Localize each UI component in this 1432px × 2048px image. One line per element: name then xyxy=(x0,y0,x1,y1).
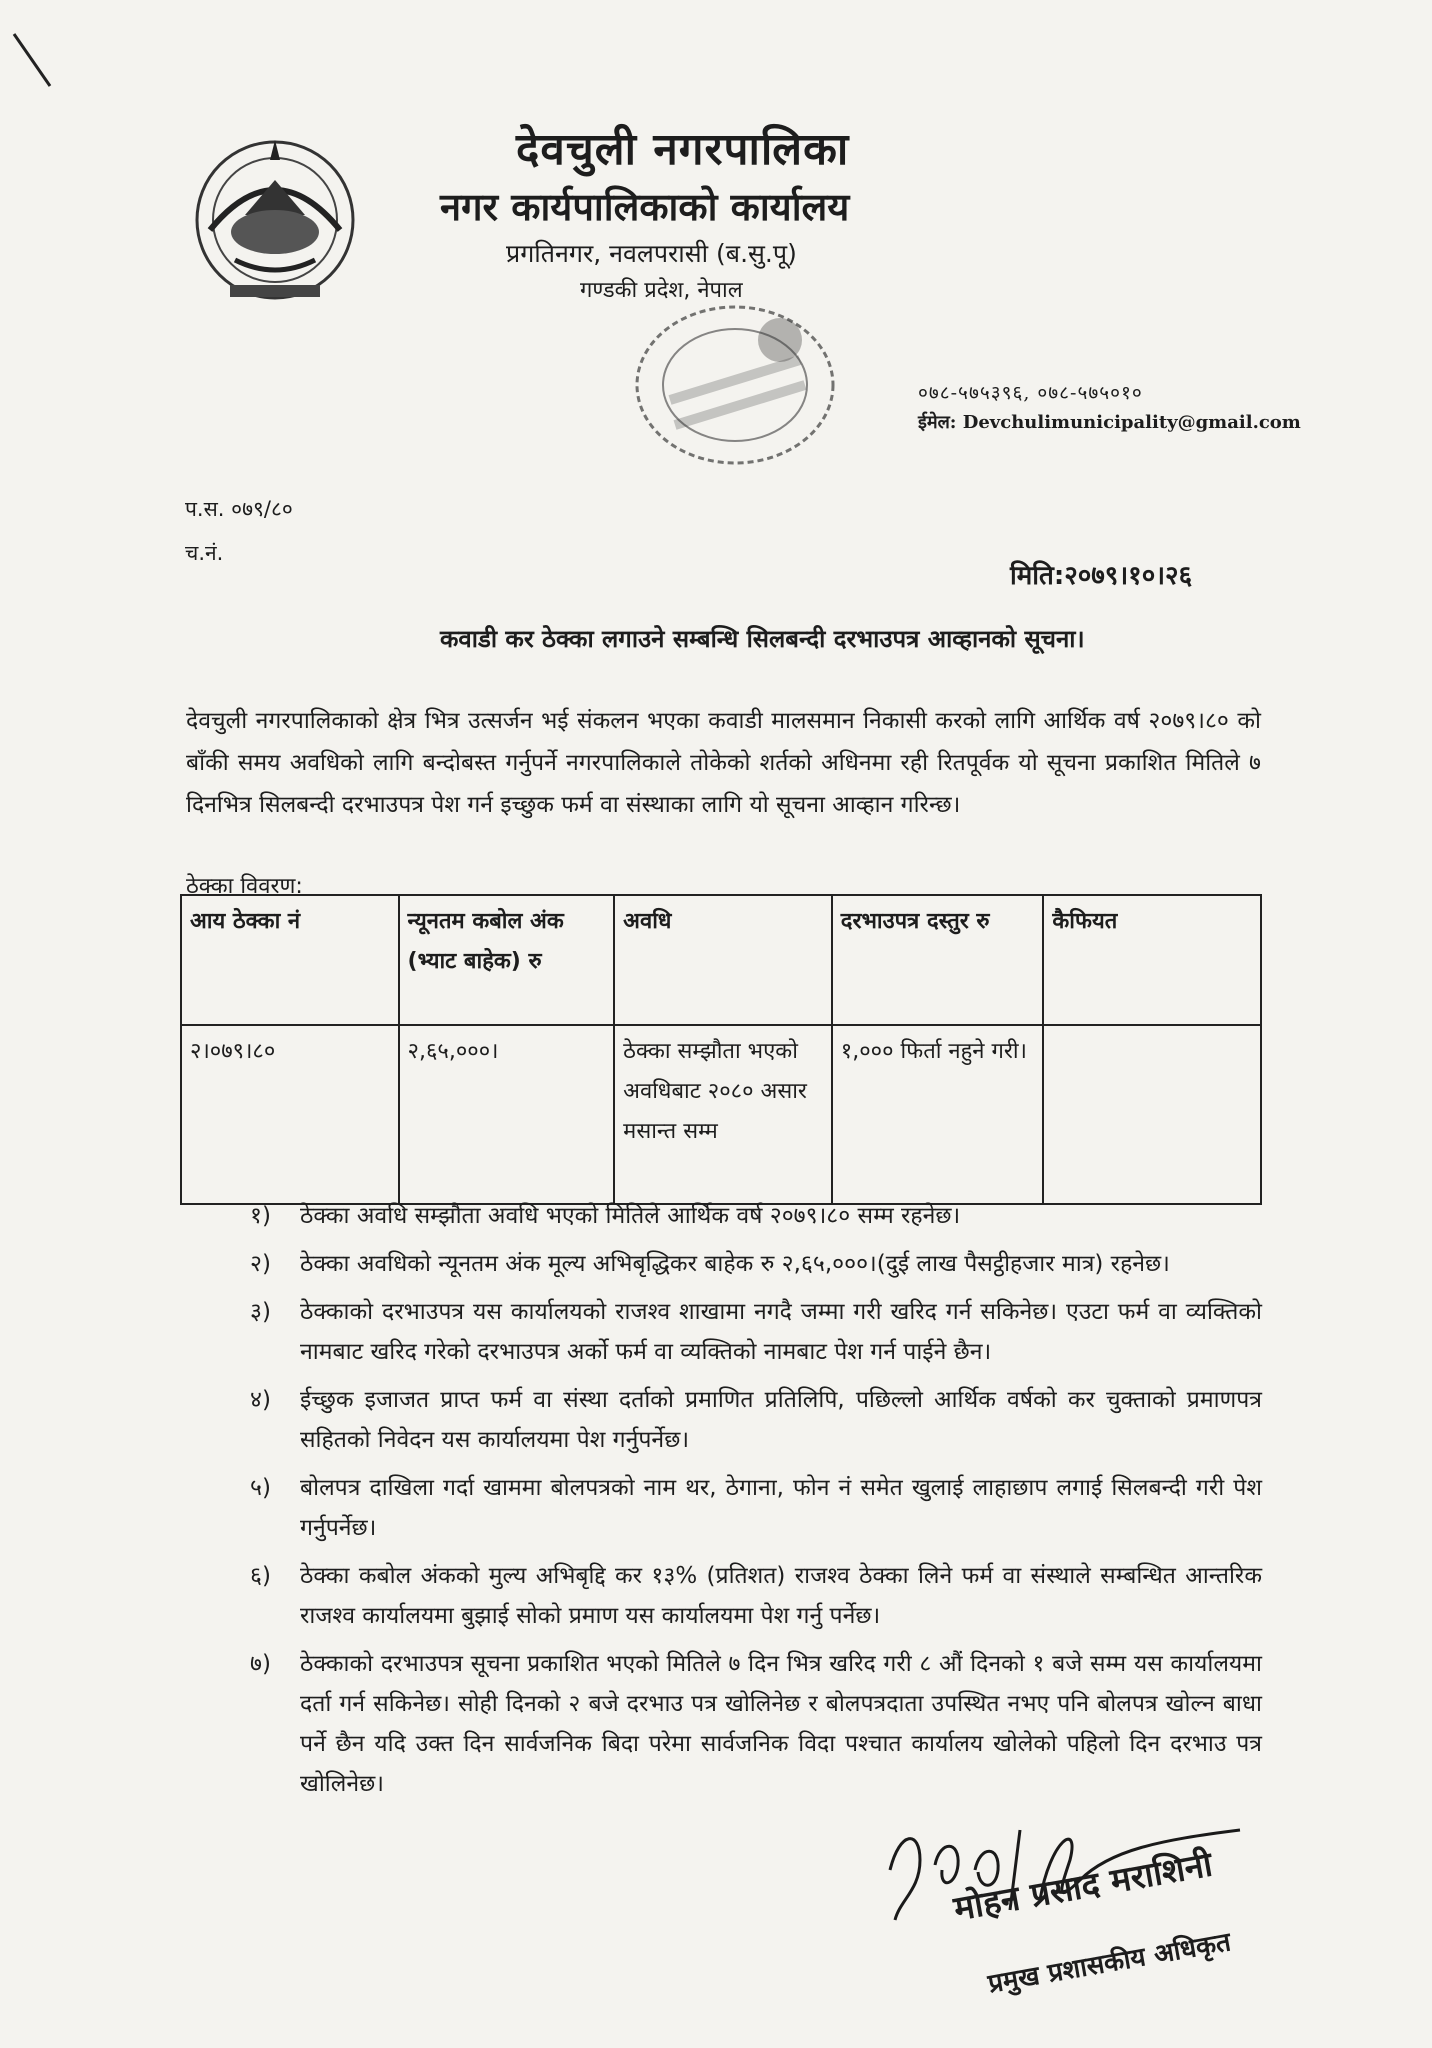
office-stamp-icon xyxy=(630,300,840,470)
condition-number: १) xyxy=(250,1203,271,1229)
condition-text: ठेक्काको दरभाउपत्र यस कार्यालयको राजश्व शाखामा नगदै जम्मा गरी खरिद गर्न सकिनेछ। एउटा फर्म वा व्यक्तिको नामबाट खरिद गरेको दरभाउपत्र अर्को फर्म वा व्यक्तिको नामबाट पेश गर्न पाईने छैन। xyxy=(300,1299,1262,1365)
letterhead xyxy=(440,120,1000,308)
condition-item xyxy=(250,1468,1262,1548)
chalani-number: च.नं. xyxy=(185,541,224,565)
office-name: नगर कार्यपालिकाको कार्यालय xyxy=(440,185,850,229)
reference-block xyxy=(185,487,293,575)
org-name: देवचुली नगरपालिका xyxy=(516,124,850,175)
phone-numbers: ०७८-५७५३९६, ०७८-५७५०१० xyxy=(918,382,1143,404)
column-header: कैफियत xyxy=(1043,895,1261,1025)
condition-number: ७) xyxy=(250,1651,271,1677)
condition-item xyxy=(250,1244,1262,1284)
condition-item xyxy=(250,1644,1262,1804)
condition-text: ठेक्का अवधिको न्यूनतम अंक मूल्य अभिबृद्धिकर बाहेक रु २,६५,०००।(दुई लाख पैसट्ठीहजार मात्र) रहनेछ। xyxy=(300,1251,1170,1277)
column-header: दरभाउपत्र दस्तुर रु xyxy=(832,895,1044,1025)
table-row xyxy=(181,1025,1261,1204)
condition-item xyxy=(250,1380,1262,1460)
nepal-emblem-icon xyxy=(175,120,375,320)
office-address: प्रगतिनगर, नवलपरासी (ब.सु.पू) xyxy=(506,239,797,268)
condition-text: ईच्छुक इजाजत प्राप्त फर्म वा संस्था दर्ताको प्रमाणित प्रतिलिपि, पछिल्लो आर्थिक वर्षको कर चुक्ताको प्रमाणपत्र सहितको निवेदन यस कार्यालयमा पेश गर्नुपर्नेछ। xyxy=(300,1387,1262,1453)
condition-number: ४) xyxy=(250,1387,271,1413)
table-cell: १,००० फिर्ता नहुने गरी। xyxy=(832,1025,1044,1204)
notice-date: मिति:२०७९।१०।२६ xyxy=(1010,561,1193,591)
table-cell: २,६५,०००। xyxy=(399,1025,615,1204)
patra-sankhya: प.स. ०७९/८० xyxy=(185,497,293,521)
condition-number: ६) xyxy=(250,1563,271,1589)
condition-text: ठेक्काको दरभाउपत्र सूचना प्रकाशित भएको मितिले ७ दिन भित्र खरिद गरी ८ औं दिनको १ बजे सम्म यस कार्यालयमा दर्ता गर्न सकिनेछ। सोही दिनको २ बजे दरभाउ पत्र खोलिनेछ र बोलपत्रदाता उपस्थित नभए पनि बोलपत्र खोल्न बाधा पर्ने छैन यदि उक्त दिन सार्वजनिक बिदा परेमा सार्वजनिक विदा पश्चात कार्यालय खोलेको पहिलो दिन दरभाउ पत्र खोलिनेछ। xyxy=(300,1651,1262,1797)
condition-text: ठेक्का कबोल अंकको मुल्य अभिबृद्दि कर १३% (प्रतिशत) राजश्व ठेक्का लिने फर्म वा संस्थाले सम्बन्धित आन्तरिक राजश्व कार्यालयमा बुझाई सोको प्रमाण यस कार्यालयमा पेश गर्नु पर्नेछ। xyxy=(300,1563,1262,1629)
condition-item xyxy=(250,1556,1262,1636)
condition-number: ३) xyxy=(250,1299,271,1325)
condition-number: २) xyxy=(250,1251,271,1277)
table-label: ठेक्का विवरण: xyxy=(186,874,303,899)
notice-subject: कवाडी कर ठेक्का लगाउने सम्बन्धि सिलबन्दी दरभाउपत्र आव्हानको सूचना। xyxy=(440,625,1085,653)
condition-number: ५) xyxy=(250,1475,271,1501)
condition-text: ठेक्का अवधि सम्झौता अवधि भएको मितिले आर्थिक वर्ष २०७९।८० सम्म रहनेछ। xyxy=(300,1203,961,1229)
condition-item xyxy=(250,1196,1262,1236)
table-cell: २।०७९।८० xyxy=(181,1025,399,1204)
column-header: न्यूनतम कबोल अंक (भ्याट बाहेक) रु xyxy=(399,895,615,1025)
corner-pen-mark xyxy=(10,30,55,90)
intro-paragraph: देवचुली नगरपालिकाको क्षेत्र भित्र उत्सर्जन भई संकलन भएका कवाडी मालसमान निकासी करको लागि आर्थिक वर्ष २०७९।८० को बाँकी समय अवधिको लागि बन्दोबस्त गर्नुपर्ने नगरपालिकाले तोकेको शर्तको अधिनमा रही रितपूर्वक यो सूचना प्रकाशित मितिले ७ दिनभित्र सिलबन्दी दरभाउपत्र पेश गर्न इच्छुक फर्म वा संस्थाका लागि यो सूचना आव्हान गरिन्छ। xyxy=(186,708,1261,818)
table-cell: ठेक्का सम्झौता भएको अवधिबाट २०८० असार मसान्त सम्म xyxy=(614,1025,832,1204)
contract-details-table xyxy=(180,894,1262,1205)
condition-text: बोलपत्र दाखिला गर्दा खाममा बोलपत्रको नाम थर, ठेगाना, फोन नं समेत खुलाई लाहाछाप लगाई सिलबन्दी गरी पेश गर्नुपर्नेछ। xyxy=(300,1475,1262,1541)
column-header: आय ठेक्का नं xyxy=(181,895,399,1025)
table-cell xyxy=(1043,1025,1261,1204)
conditions-list xyxy=(250,1196,1262,1812)
table-header-row xyxy=(181,895,1261,1025)
column-header: अवधि xyxy=(614,895,832,1025)
condition-item xyxy=(250,1292,1262,1372)
signatory-title: प्रमुख प्रशासकीय अधिकृत xyxy=(985,1927,1234,2000)
email-address: ईमेल: Devchulimunicipality@gmail.com xyxy=(918,412,1301,433)
contact-block xyxy=(918,378,1301,438)
province: गण्डकी प्रदेश, नेपाल xyxy=(580,278,743,303)
signatory-name: मोहन प्रसाद मराशिनी xyxy=(950,1844,1216,1930)
